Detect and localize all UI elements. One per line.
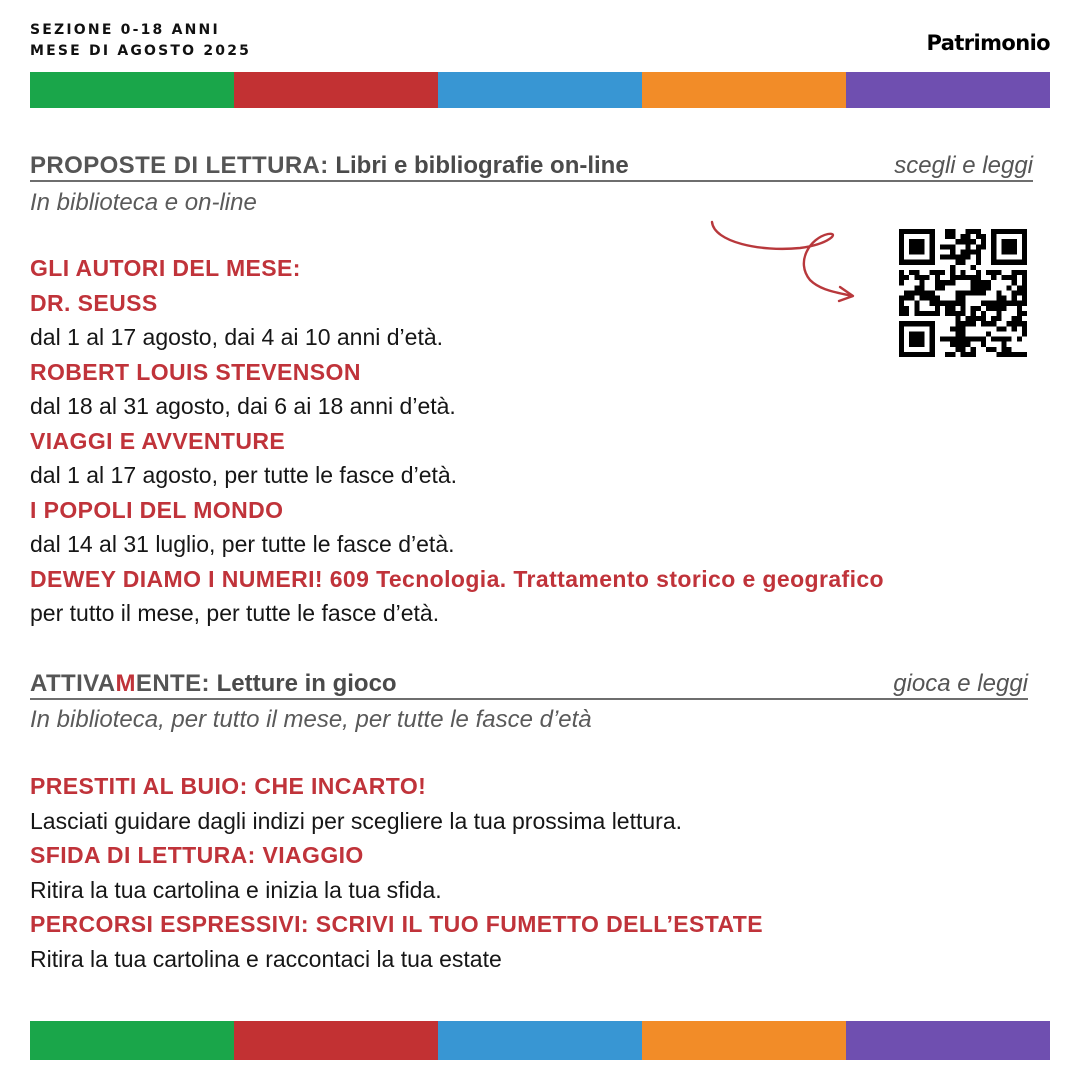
reading-proposals-subtitle: In biblioteca e on-line xyxy=(30,189,257,216)
item-description: dal 14 al 31 luglio, per tutte le fasce d’età. xyxy=(30,531,455,557)
stripe-segment xyxy=(438,1021,642,1060)
section-title: Letture in gioco xyxy=(209,670,397,697)
item-title: SFIDA DI LETTURA: VIAGGIO xyxy=(30,842,364,868)
activities-list xyxy=(30,769,1050,976)
section-label-b: ENTE: xyxy=(135,670,210,697)
item-title: ROBERT LOUIS STEVENSON xyxy=(30,358,361,385)
item-description: dal 18 al 31 agosto, dai 6 ai 18 anni d’età. xyxy=(30,393,456,419)
stripe-segment xyxy=(234,72,438,108)
heading-left xyxy=(30,670,397,698)
section-title: Libri e bibliografie on-line xyxy=(328,152,629,179)
reading-proposals-list xyxy=(30,251,1050,631)
item-description: per tutto il mese, per tutte le fasce d’età. xyxy=(30,600,440,626)
stripe-segment xyxy=(234,1021,438,1060)
stripe-segment xyxy=(30,1021,234,1060)
item-description: dal 1 al 17 agosto, per tutte le fasce d’età. xyxy=(30,462,458,488)
color-stripe-bottom xyxy=(30,1021,1050,1060)
heading-left xyxy=(30,152,629,180)
play-and-read-link[interactable]: gioca e leggi xyxy=(893,670,1028,697)
brand-logo: Patrimonio xyxy=(926,31,1050,55)
stripe-segment xyxy=(642,1021,846,1060)
item-description: Ritira la tua cartolina e inizia la tua sfida. xyxy=(30,876,442,903)
section-label-m: M xyxy=(115,670,136,697)
item-description: Ritira la tua cartolina e raccontaci la tua estate xyxy=(30,945,502,972)
item-title: I POPOLI DEL MONDO xyxy=(30,496,284,523)
section-age-label: SEZIONE 0-18 ANNI xyxy=(30,22,220,38)
item-description: dal 1 al 17 agosto, dai 4 ai 10 anni d’età. xyxy=(30,324,444,350)
stripe-segment xyxy=(438,72,642,108)
stripe-segment xyxy=(30,72,234,108)
item-title: GLI AUTORI DEL MESE: xyxy=(30,255,301,281)
stripe-segment xyxy=(642,72,846,108)
choose-and-read-link[interactable]: scegli e leggi xyxy=(894,152,1033,179)
item-title: VIAGGI E AVVENTURE xyxy=(30,427,286,454)
stripe-segment xyxy=(846,72,1050,108)
section-label-a: ATTIVA xyxy=(30,670,116,697)
item-title: DEWEY DIAMO I NUMERI! 609 Tecnologia. Trattamento storico e geografico xyxy=(30,565,885,592)
section-label: PROPOSTE DI LETTURA: xyxy=(30,152,329,179)
reading-proposals-heading[interactable] xyxy=(30,150,1033,182)
activities-heading[interactable] xyxy=(30,668,1028,700)
color-stripe-top xyxy=(30,72,1050,108)
month-label: MESE DI AGOSTO 2025 xyxy=(30,43,252,59)
item-title: PRESTITI AL BUIO: CHE INCARTO! xyxy=(30,773,427,799)
item-title: DR. SEUSS xyxy=(30,289,158,316)
stripe-segment xyxy=(846,1021,1050,1060)
item-description: Lasciati guidare dagli indizi per scegliere la tua prossima lettura. xyxy=(30,807,683,834)
section-header xyxy=(30,20,251,62)
item-title: PERCORSI ESPRESSIVI: SCRIVI IL TUO FUMETTO DELL’ESTATE xyxy=(30,911,763,937)
activities-subtitle: In biblioteca, per tutto il mese, per tutte le fasce d’età xyxy=(30,706,592,733)
